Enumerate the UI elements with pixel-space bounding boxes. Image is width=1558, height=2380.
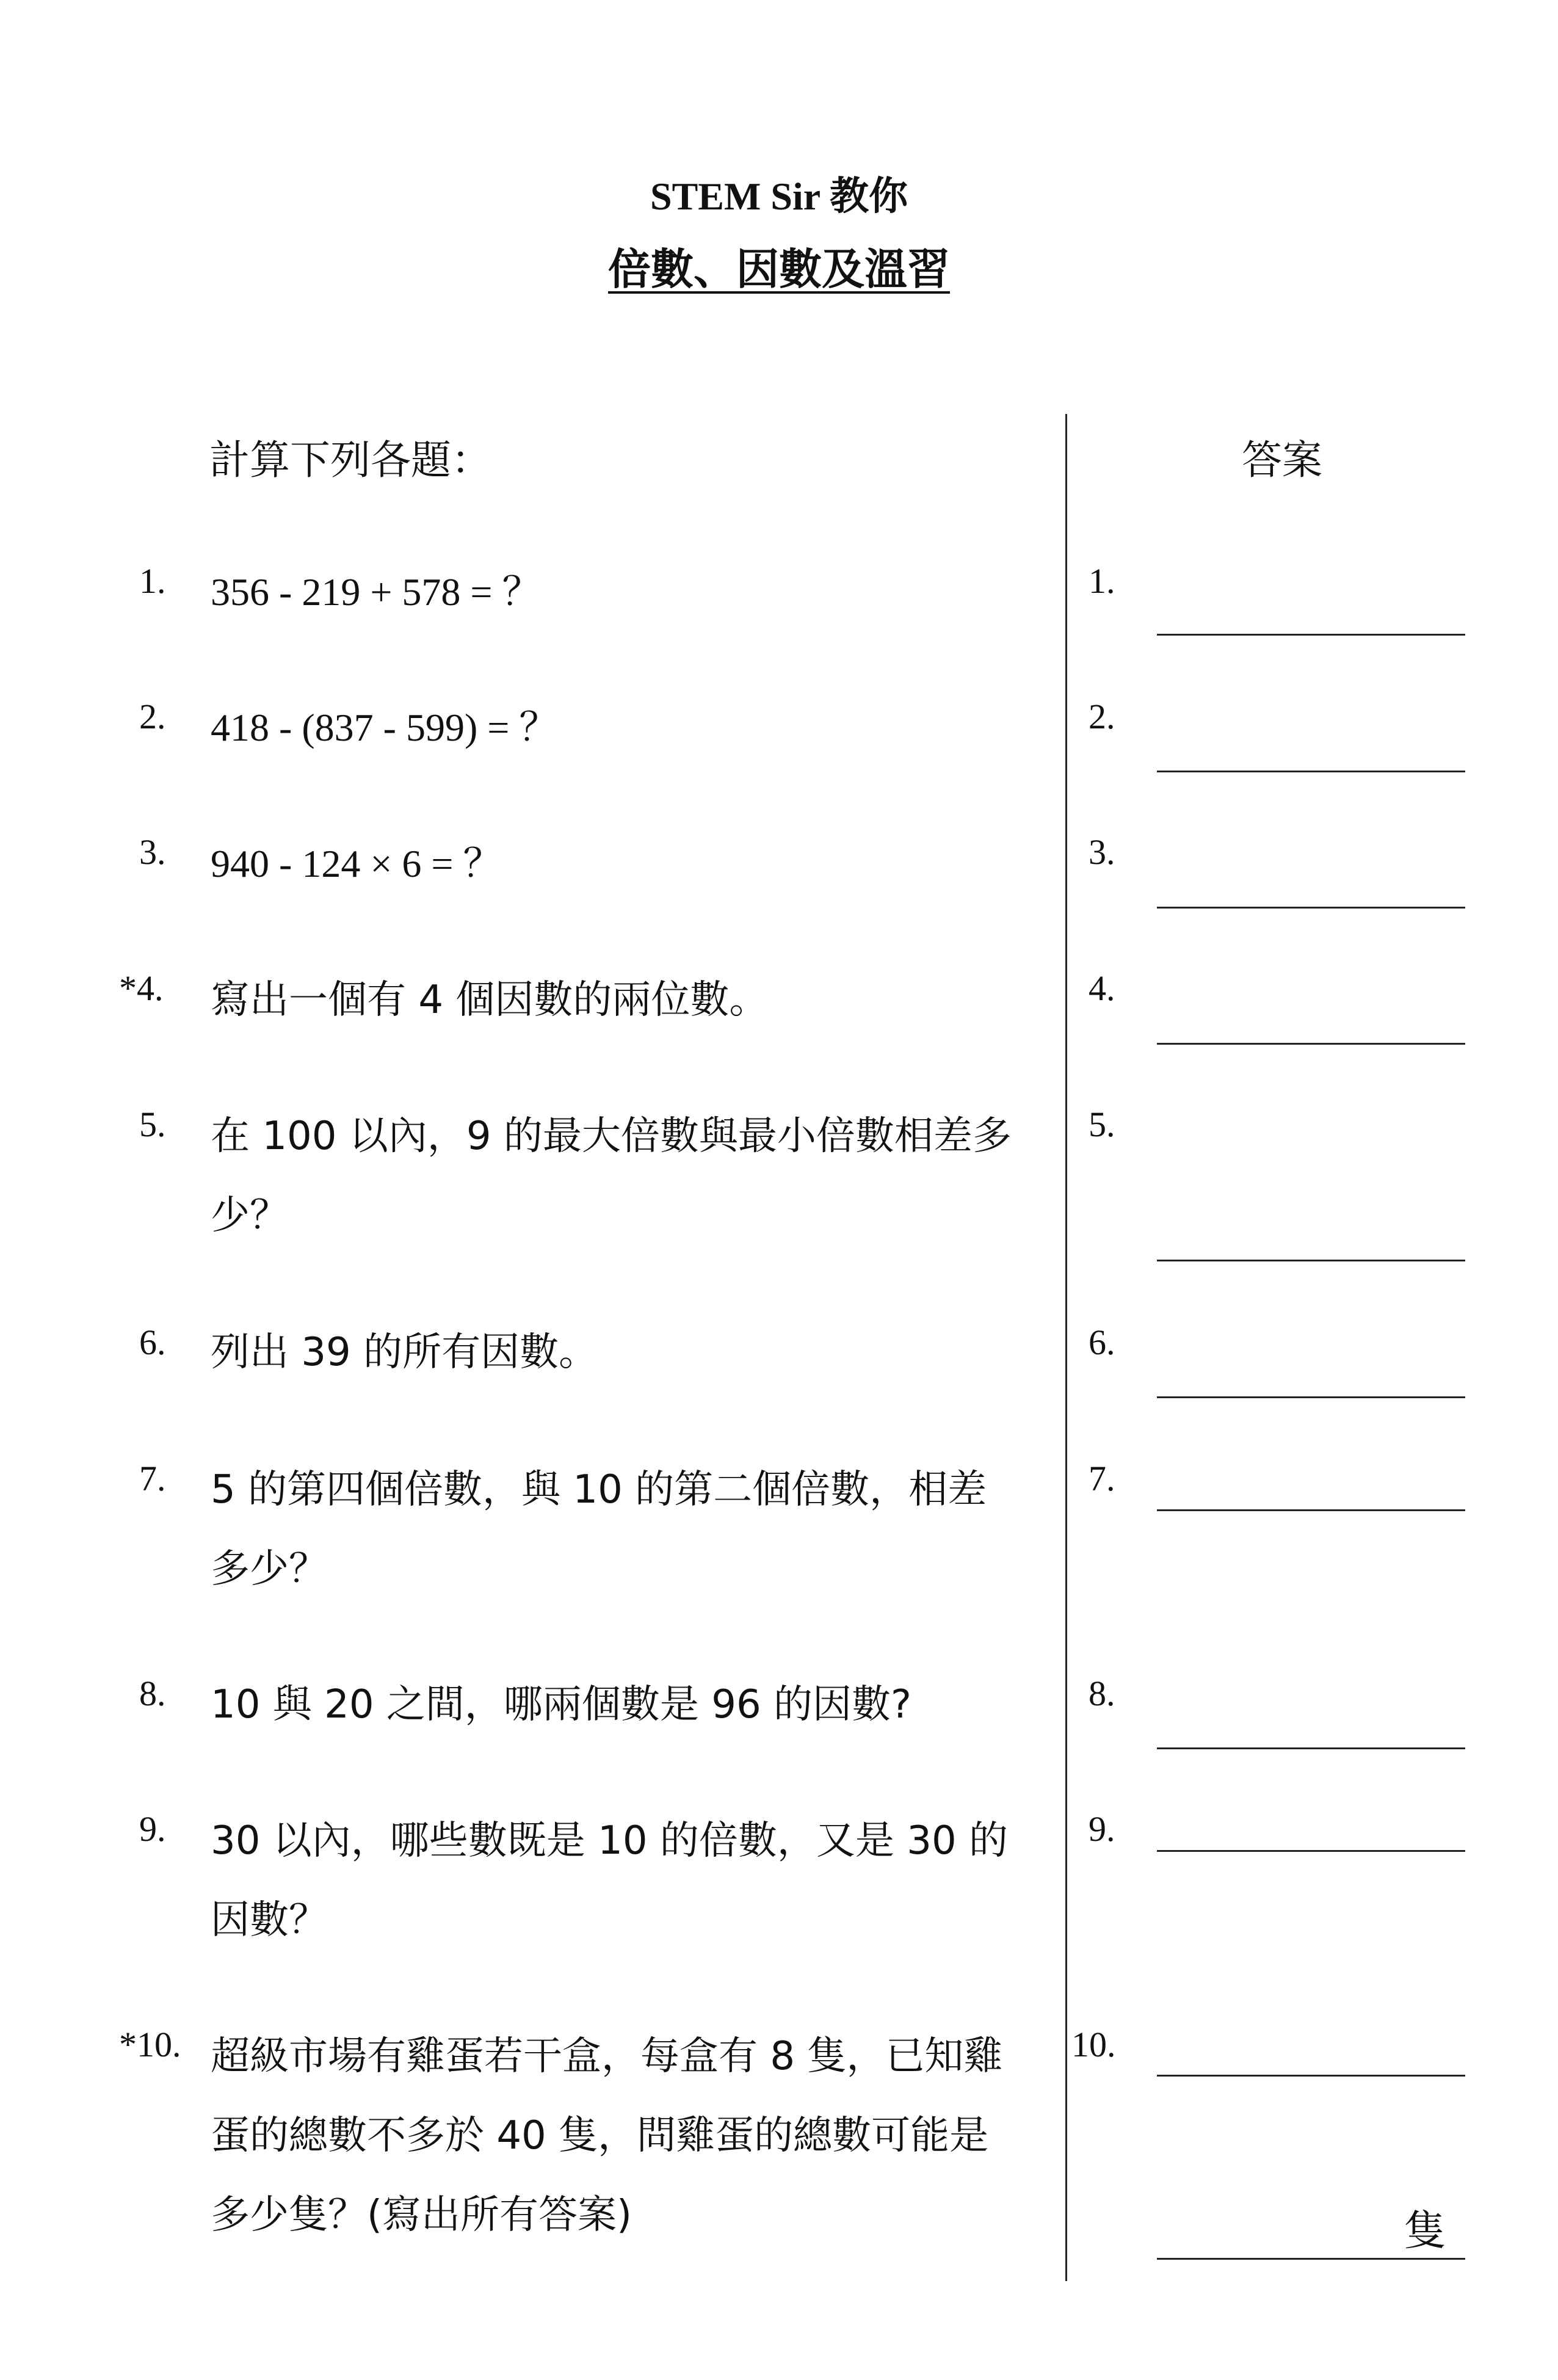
answer-line[interactable] <box>1157 1396 1465 1398</box>
answer-number: 7. <box>1089 1459 1115 1498</box>
answer-line[interactable] <box>1157 771 1465 772</box>
answer-number: 8. <box>1089 1674 1115 1713</box>
question-number: 8. <box>139 1674 166 1713</box>
question-text: 356 - 219 + 578 = ？ <box>211 570 542 614</box>
question-text: 5 的第四個倍數，與 10 的第二個倍數，相差多少？ <box>211 1467 987 1592</box>
column-divider <box>1065 414 1067 2281</box>
answer-column-header: 答案 <box>1242 437 1322 484</box>
answer-number: 2. <box>1089 697 1115 736</box>
answer-line[interactable] <box>1157 1850 1465 1852</box>
answer-line[interactable] <box>1157 907 1465 909</box>
answer-line[interactable] <box>1157 1043 1465 1045</box>
question-number: 2. <box>139 697 166 736</box>
question-number: 7. <box>139 1459 166 1498</box>
question-number: *10. <box>119 2025 181 2064</box>
question-number: 6. <box>139 1322 166 1362</box>
answer-line[interactable] <box>1157 1260 1465 1261</box>
answer-number: 1. <box>1089 561 1115 601</box>
question-text: 940 - 124 × 6 = ？ <box>211 842 502 885</box>
question-text: 寫出一個有 4 個因數的兩位數。 <box>211 978 769 1023</box>
answer-line[interactable] <box>1157 2258 1465 2260</box>
worksheet-subtitle: 倍數、因數及溫習 <box>608 244 950 294</box>
answer-number: 5. <box>1089 1105 1115 1144</box>
answer-number: 6. <box>1089 1322 1115 1362</box>
instruction-text: 計算下列各題： <box>209 437 491 484</box>
answer-number: 3. <box>1089 832 1115 872</box>
question-text: 在 100 以內，9 的最大倍數與最小倍數相差多少？ <box>211 1114 1012 1238</box>
answer-line[interactable] <box>1157 2075 1465 2077</box>
answer-line[interactable] <box>1157 1509 1465 1511</box>
worksheet-title: STEM Sir 教你 <box>650 175 908 218</box>
question-text: 超級市場有雞蛋若干盒，每盒有 8 隻，已知雞蛋的總數不多於 40 隻，問雞蛋的總數可能是多少隻？(寫出所有答案) <box>211 2034 1003 2238</box>
question-number: 9. <box>139 1809 166 1849</box>
question-text: 10 與 20 之間，哪兩個數是 96 的因數? <box>211 1682 911 1727</box>
answer-number: 9. <box>1089 1809 1115 1849</box>
answer-number: 10. <box>1071 2025 1116 2064</box>
question-text: 30 以內，哪些數既是 10 的倍數，又是 30 的因數？ <box>211 1818 1009 1943</box>
answer-number: 4. <box>1089 968 1115 1008</box>
question-number: 5. <box>139 1105 166 1144</box>
answer-line[interactable] <box>1157 1747 1465 1749</box>
question-number: 1. <box>139 561 166 601</box>
answer-line[interactable] <box>1157 634 1465 636</box>
question-number: *4. <box>119 968 164 1008</box>
answer-unit: 隻 <box>1404 2207 1446 2255</box>
question-text: 418 - (837 - 599) = ？ <box>211 706 559 749</box>
question-number: 3. <box>139 832 166 872</box>
question-text: 列出 39 的所有因數。 <box>211 1330 598 1375</box>
